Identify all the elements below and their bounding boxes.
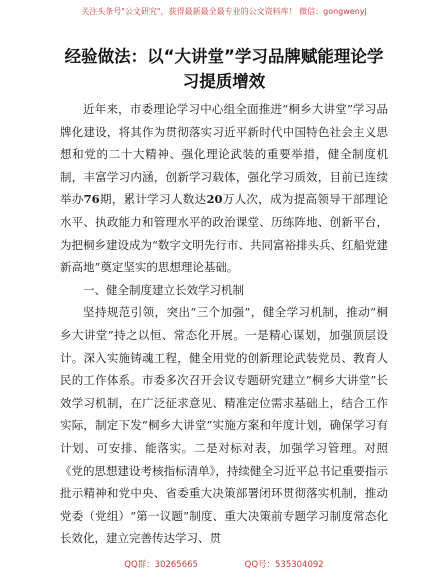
attendee-count: 20	[206, 192, 223, 207]
promo-banner: 关注头条号"公文研究"，获得最新最全最专业的公文资料库！ 微信：gongwenyj	[81, 7, 367, 16]
intro-text-b: 期，累计学习人数达	[99, 192, 207, 207]
session-count: 76	[83, 192, 100, 207]
document-title	[60, 44, 388, 94]
document-body	[60, 98, 388, 550]
contact-footer	[0, 558, 448, 570]
section-heading-1: 一、健全制度建立长效学习机制	[83, 282, 244, 297]
intro-text-a: 近年来，市委理论学习中心组全面推进“桐乡大讲堂”学习品牌化建设，将其作为贯彻落实习近平新时代中国特色社会主义思想和党的二十大精神、强化理论武装的重要举措，健全制度机制，丰富学习内涵，创新学习载体，强化学习质效，目前已连续举办	[60, 102, 388, 207]
intro-text-c: 万人次，成为提高领导干部理论水平、执政能力和管理水平的政治课堂、历练阵地、创新平台，为把桐乡建设成为“数字文明先行市、共同富裕排头兵、红船党建新高地”奠定坚实的思想理论基础。	[60, 192, 389, 275]
title-line-1: 经验做法：以“大讲堂”学习品牌赋能理论学	[64, 47, 384, 66]
qq-group: QQ群：30265665	[124, 560, 198, 570]
section-1-paragraph: 坚持规范引领，突出“三个加强”，健全学习机制，推动“桐乡大讲堂”持之以恒、常态化开展。一是精心谋划，加强顶层设计。深入实施铸魂工程，健全用党的创新理论武装党员、教育人民的工作体系。市委多次召开会议专题研究建立“桐乡大讲堂”长效学习机制，在广泛征求意见、精准定位需求基础上，结合工作实际，制定下发“桐乡大讲堂”实施方案和年度计划，确保学习有计划、可安排、能落实。二是对标对表，加强学习管理。对照《党的思想建设考核指标清单》，持续健全习近平总书记重要指示批示精神和党中央、省委重大决策部署闭环贯彻落实机制，推动党委（党组）“第一议题”制度、重大决策前专题学习制度常态化长效化，建立完善传达学习、贯	[60, 305, 388, 546]
title-line-2: 习提质增效	[182, 72, 266, 91]
qq-number: QQ号：535304092	[244, 560, 324, 570]
intro-paragraph	[60, 98, 388, 279]
